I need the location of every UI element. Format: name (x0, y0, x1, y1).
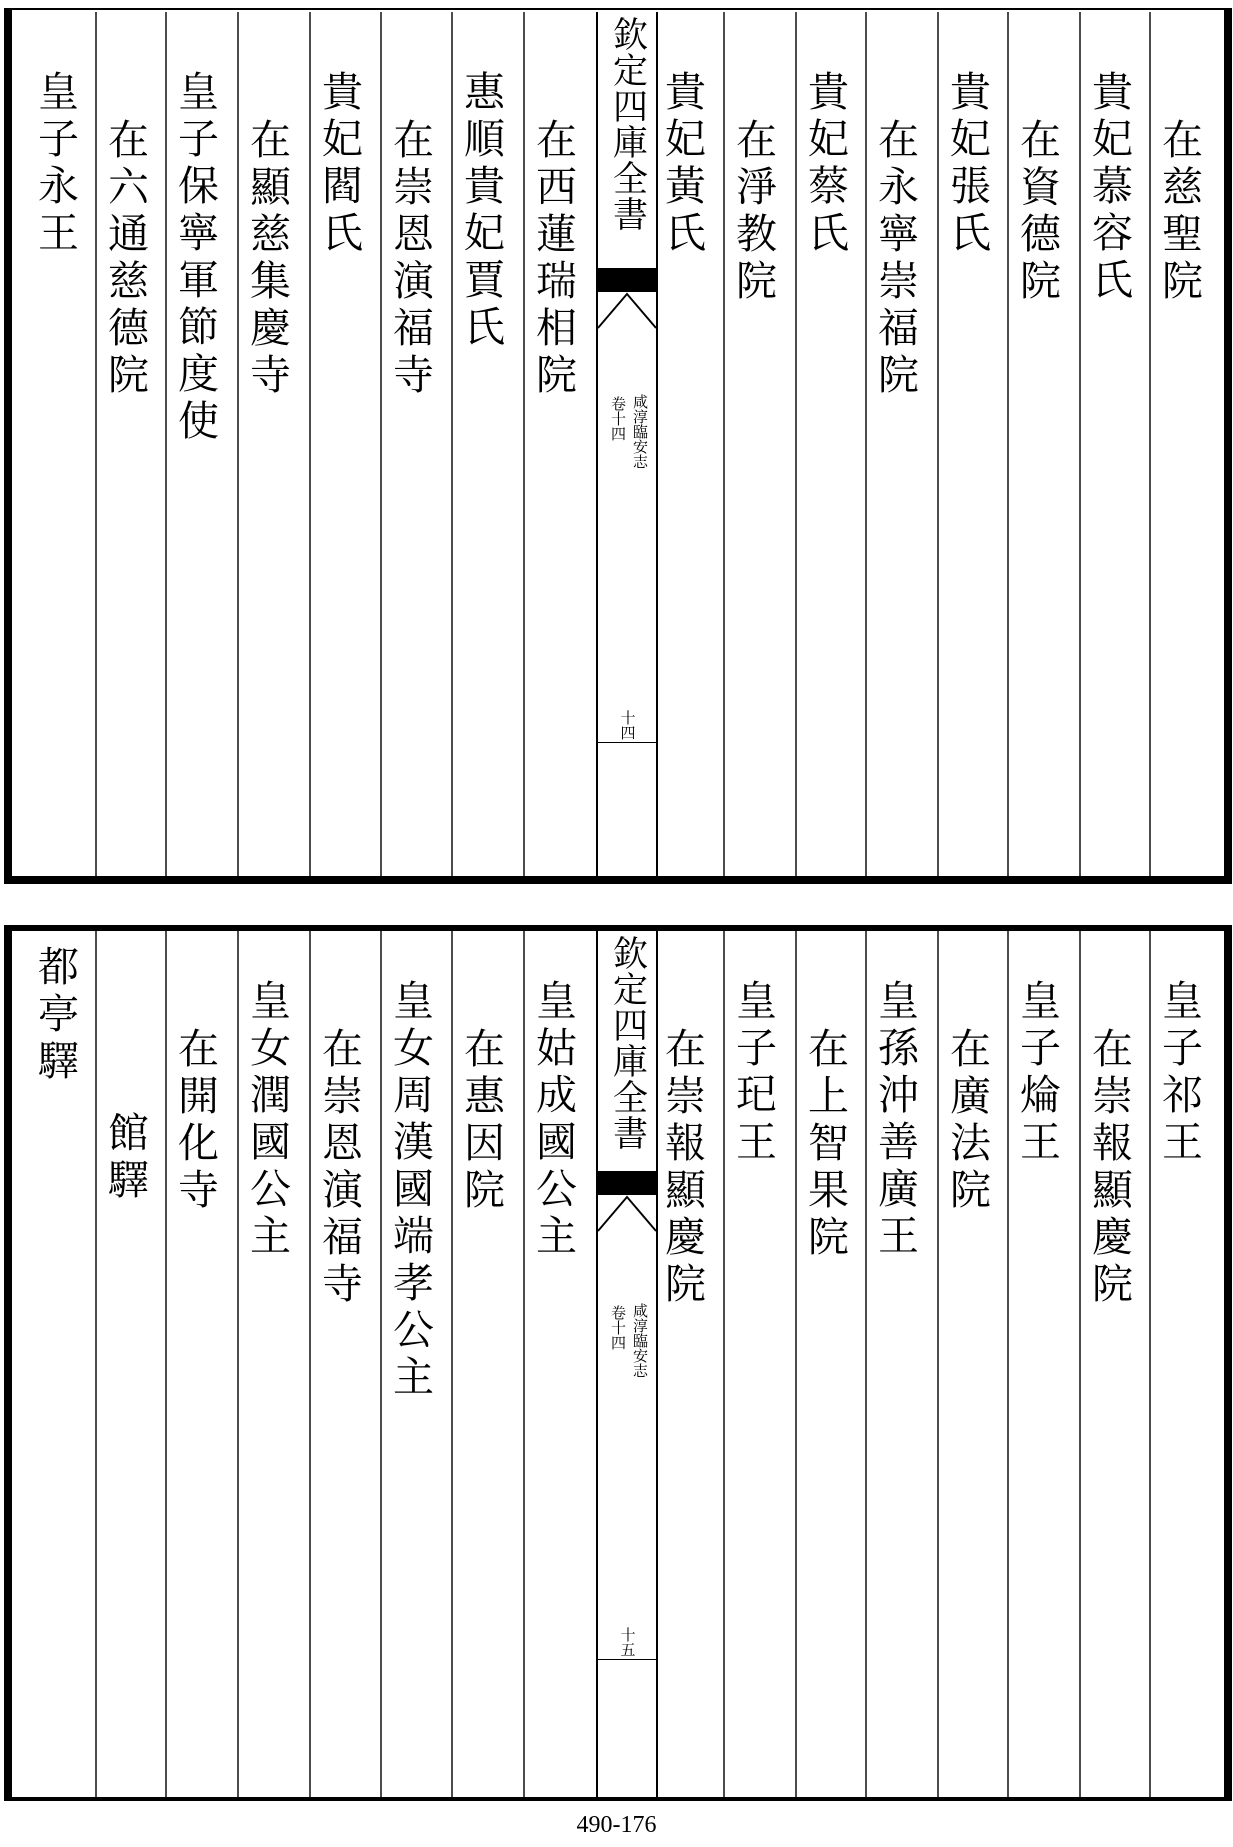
column-text: 惠順貴妃賈氏 (457, 70, 505, 352)
fold-rule (598, 1659, 656, 1660)
fold-center-column (596, 12, 658, 880)
fold-volume: 卷十四 (609, 396, 627, 441)
fold-book-title: 咸淳臨安志 (631, 394, 649, 469)
column-text: 在開化寺 (171, 1027, 219, 1215)
column-text: 在資德院 (1013, 118, 1061, 306)
fold-volume: 卷十四 (609, 1305, 627, 1350)
fold-center-column (596, 931, 658, 1797)
column-text: 在西蓮瑞相院 (529, 118, 577, 400)
column-text: 在崇恩演福寺 (315, 1027, 363, 1309)
column-text: 館驛 (101, 1111, 149, 1205)
top-page (0, 0, 1233, 890)
column-text: 在崇報顯慶院 (658, 1027, 706, 1309)
bottom-page (0, 925, 1233, 1805)
column-text: 貴妃慕容氏 (1085, 70, 1133, 305)
fold-fishtail-icon (598, 1191, 656, 1235)
column-text: 皇子祁王 (1155, 979, 1203, 1167)
column-text: 皇孫沖善廣王 (871, 979, 919, 1261)
column-text: 貴妃黃氏 (658, 70, 706, 258)
fold-rule (598, 742, 656, 743)
fold-leaf-number: 十四 (618, 710, 637, 740)
column-text: 貴妃閻氏 (315, 70, 363, 258)
page-number: 490-176 (576, 1812, 657, 1838)
column-text: 皇子㷍王 (1013, 979, 1061, 1167)
column-text: 在上智果院 (801, 1027, 849, 1262)
column-text: 在淨教院 (729, 118, 777, 306)
column-text: 皇子保寧軍節度使 (171, 70, 219, 446)
column-text: 在崇報顯慶院 (1085, 1027, 1133, 1309)
column-text: 貴妃張氏 (943, 70, 991, 258)
column-text: 皇女潤國公主 (243, 979, 291, 1261)
column-text: 在顯慈集慶寺 (243, 118, 291, 400)
column-text: 皇子永王 (31, 70, 79, 258)
column-text: 貴妃蔡氏 (801, 70, 849, 258)
column-text: 皇姑成國公主 (529, 979, 577, 1261)
fold-title: 欽定四庫全書 (607, 16, 648, 232)
column-text: 在慈聖院 (1155, 118, 1203, 306)
fold-book-title: 咸淳臨安志 (631, 1303, 649, 1378)
column-text: 在永寧崇福院 (871, 118, 919, 400)
fold-fishtail-icon (598, 288, 656, 332)
column-text: 在惠因院 (457, 1027, 505, 1215)
fold-title: 欽定四庫全書 (607, 935, 648, 1151)
column-text: 都亭驛 (31, 945, 79, 1086)
fold-leaf-number: 十五 (618, 1627, 637, 1657)
column-text: 皇女周漢國端孝公主 (386, 979, 434, 1402)
column-text: 在崇恩演福寺 (386, 118, 434, 400)
column-text: 在廣法院 (943, 1027, 991, 1215)
column-text: 皇子𤣱王 (729, 979, 777, 1167)
column-text: 在六通慈德院 (101, 118, 149, 400)
